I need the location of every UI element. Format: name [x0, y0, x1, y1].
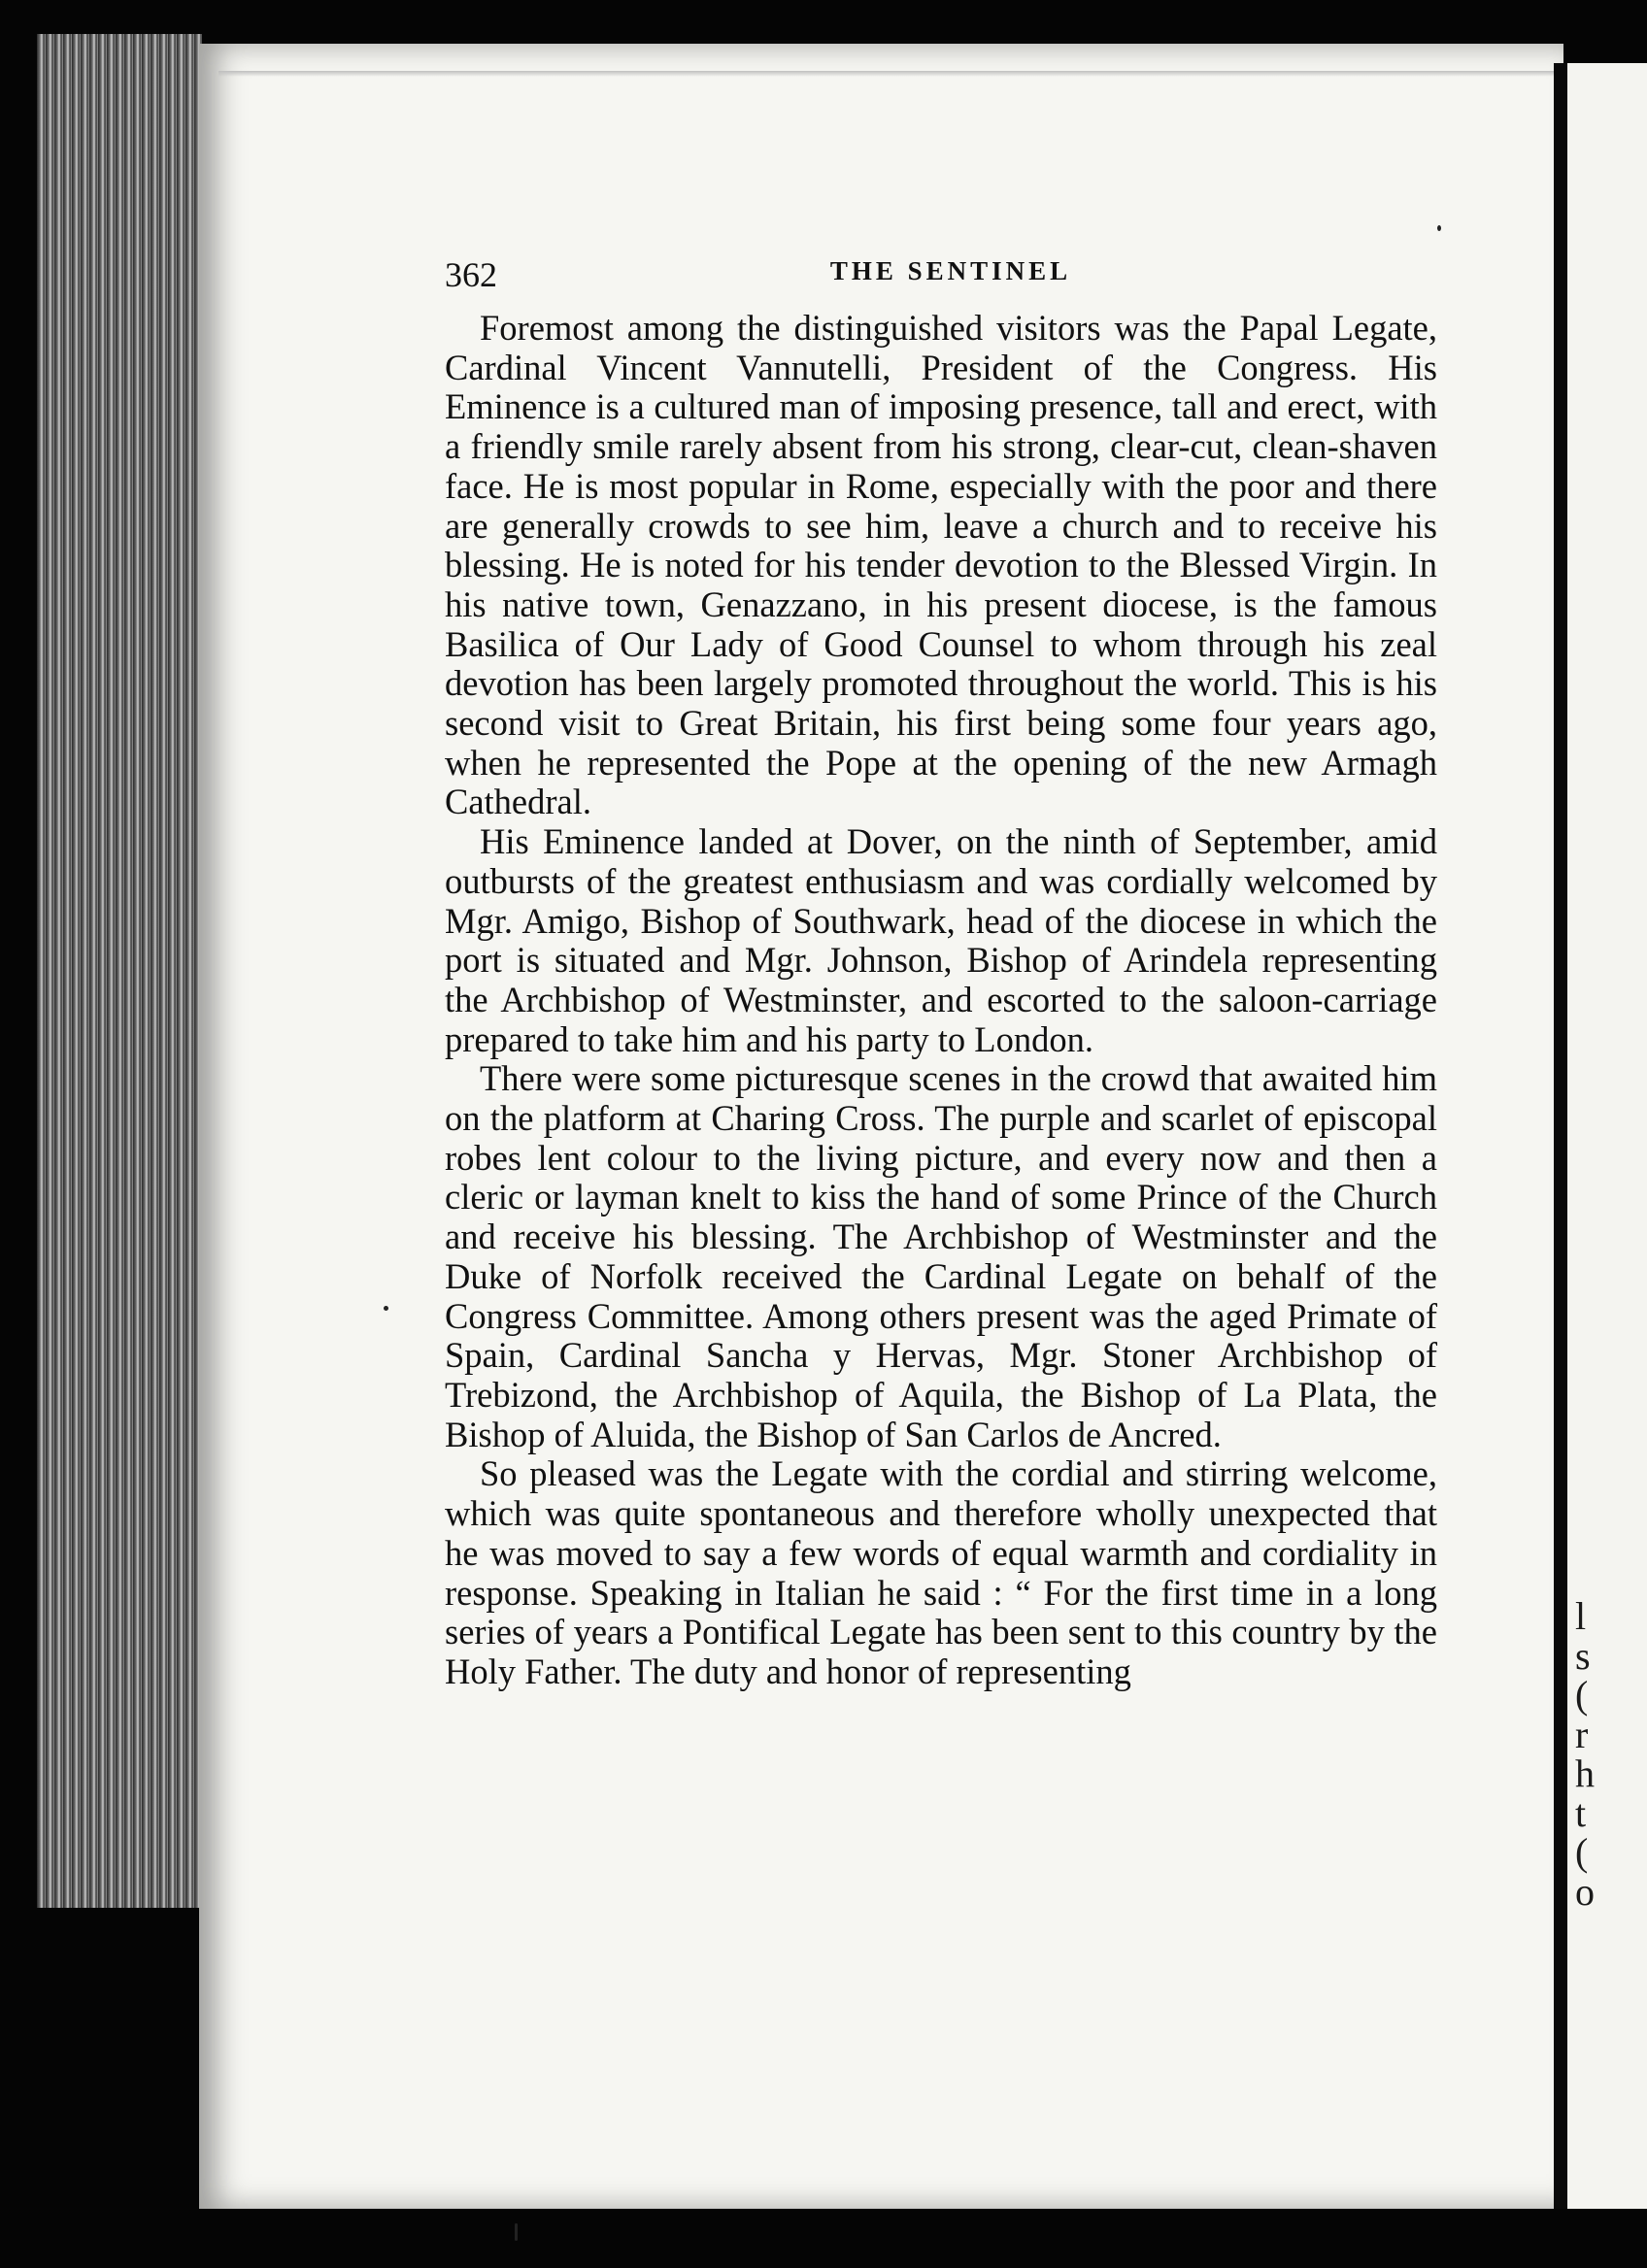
fragment: t — [1575, 1790, 1587, 1835]
page-header — [445, 254, 1457, 297]
paragraph: So pleased was the Legate with the cordial and stirring welcome, which was quite spontaneous and therefore wholly unexpected that he was moved to say a few words of equal warmth and cordiality in response. Speaking in Italian he said : “ For the first time in a long series of years a Pontifical Legate has been sent to this country by the Holy Father. The duty and honor of representing — [445, 1453, 1437, 1691]
paragraph: There were some picturesque scenes in the crowd that awaited him on the platform at Charing Cross. The purple and scarlet of episcopal robes lent colour to the living picture, and every now and then a cleric or layman knelt to kiss the hand of some Prince of the Church and receive his blessing. The Archbishop of Westminster and the Duke of Norfolk received the Cardinal Legate on behalf of the Congress Committee. Among others present was the aged Primate of Spain, Cardinal Sancha y Hervas, Mgr. Stoner Archbishop of Trebizond, the Archbishop of Aquila, the Bishop of La Plata, the Bishop of Aluida, the Bishop of San Carlos de Ancred. — [445, 1058, 1437, 1454]
fragment: s — [1575, 1633, 1591, 1678]
paragraph: Foremost among the distinguished visitors was the Papal Legate, Cardinal Vincent Vannutelli, President of the Congress. His Eminence is a cultured man of imposing presence, tall and erect, with a friendly smile rarely absent from his strong, clear-cut, clean-shaven face. He is most popular in Rome, especially with the poor and there are generally crowds to see him, leave a church and to receive his blessing. He is noted for his tender devotion to the Blessed Virgin. In his native town, Genazzano, in his present diocese, is the famous Basilica of Our Lady of Good Counsel to whom through his zeal devotion has been largely promoted throughout the world. This is his second visit to Great Britain, his first being some four years ago, when he represented the Pope at the opening of the new Armagh Cathedral. — [445, 308, 1437, 822]
facing-page-fragments — [1575, 1594, 1647, 1914]
facing-page — [1554, 63, 1647, 2209]
paragraph: His Eminence landed at Dover, on the ninth of September, amid outbursts of the greatest enthusiasm and was cordially welcomed by Mgr. Amigo, Bishop of Southwark, head of the diocese in which the port is situated and Mgr. Johnson, Bishop of Arindela representing the Archbishop of Westminster, and escorted to the saloon-carriage prepared to take him and his party to London. — [445, 821, 1437, 1059]
fragment: ( — [1575, 1673, 1589, 1717]
book-page-edges — [37, 34, 202, 1908]
running-title: THE SENTINEL — [829, 256, 1072, 285]
fragment: h — [1575, 1751, 1595, 1795]
fragment: l — [1575, 1594, 1587, 1638]
fragment: r — [1575, 1712, 1589, 1756]
fragment: o — [1575, 1869, 1595, 1914]
body-text — [445, 309, 1437, 1692]
page-number: 362 — [445, 255, 497, 294]
fragment: ( — [1575, 1830, 1589, 1874]
speck — [1437, 225, 1441, 231]
speck — [515, 2223, 518, 2241]
speck — [384, 1306, 388, 1311]
